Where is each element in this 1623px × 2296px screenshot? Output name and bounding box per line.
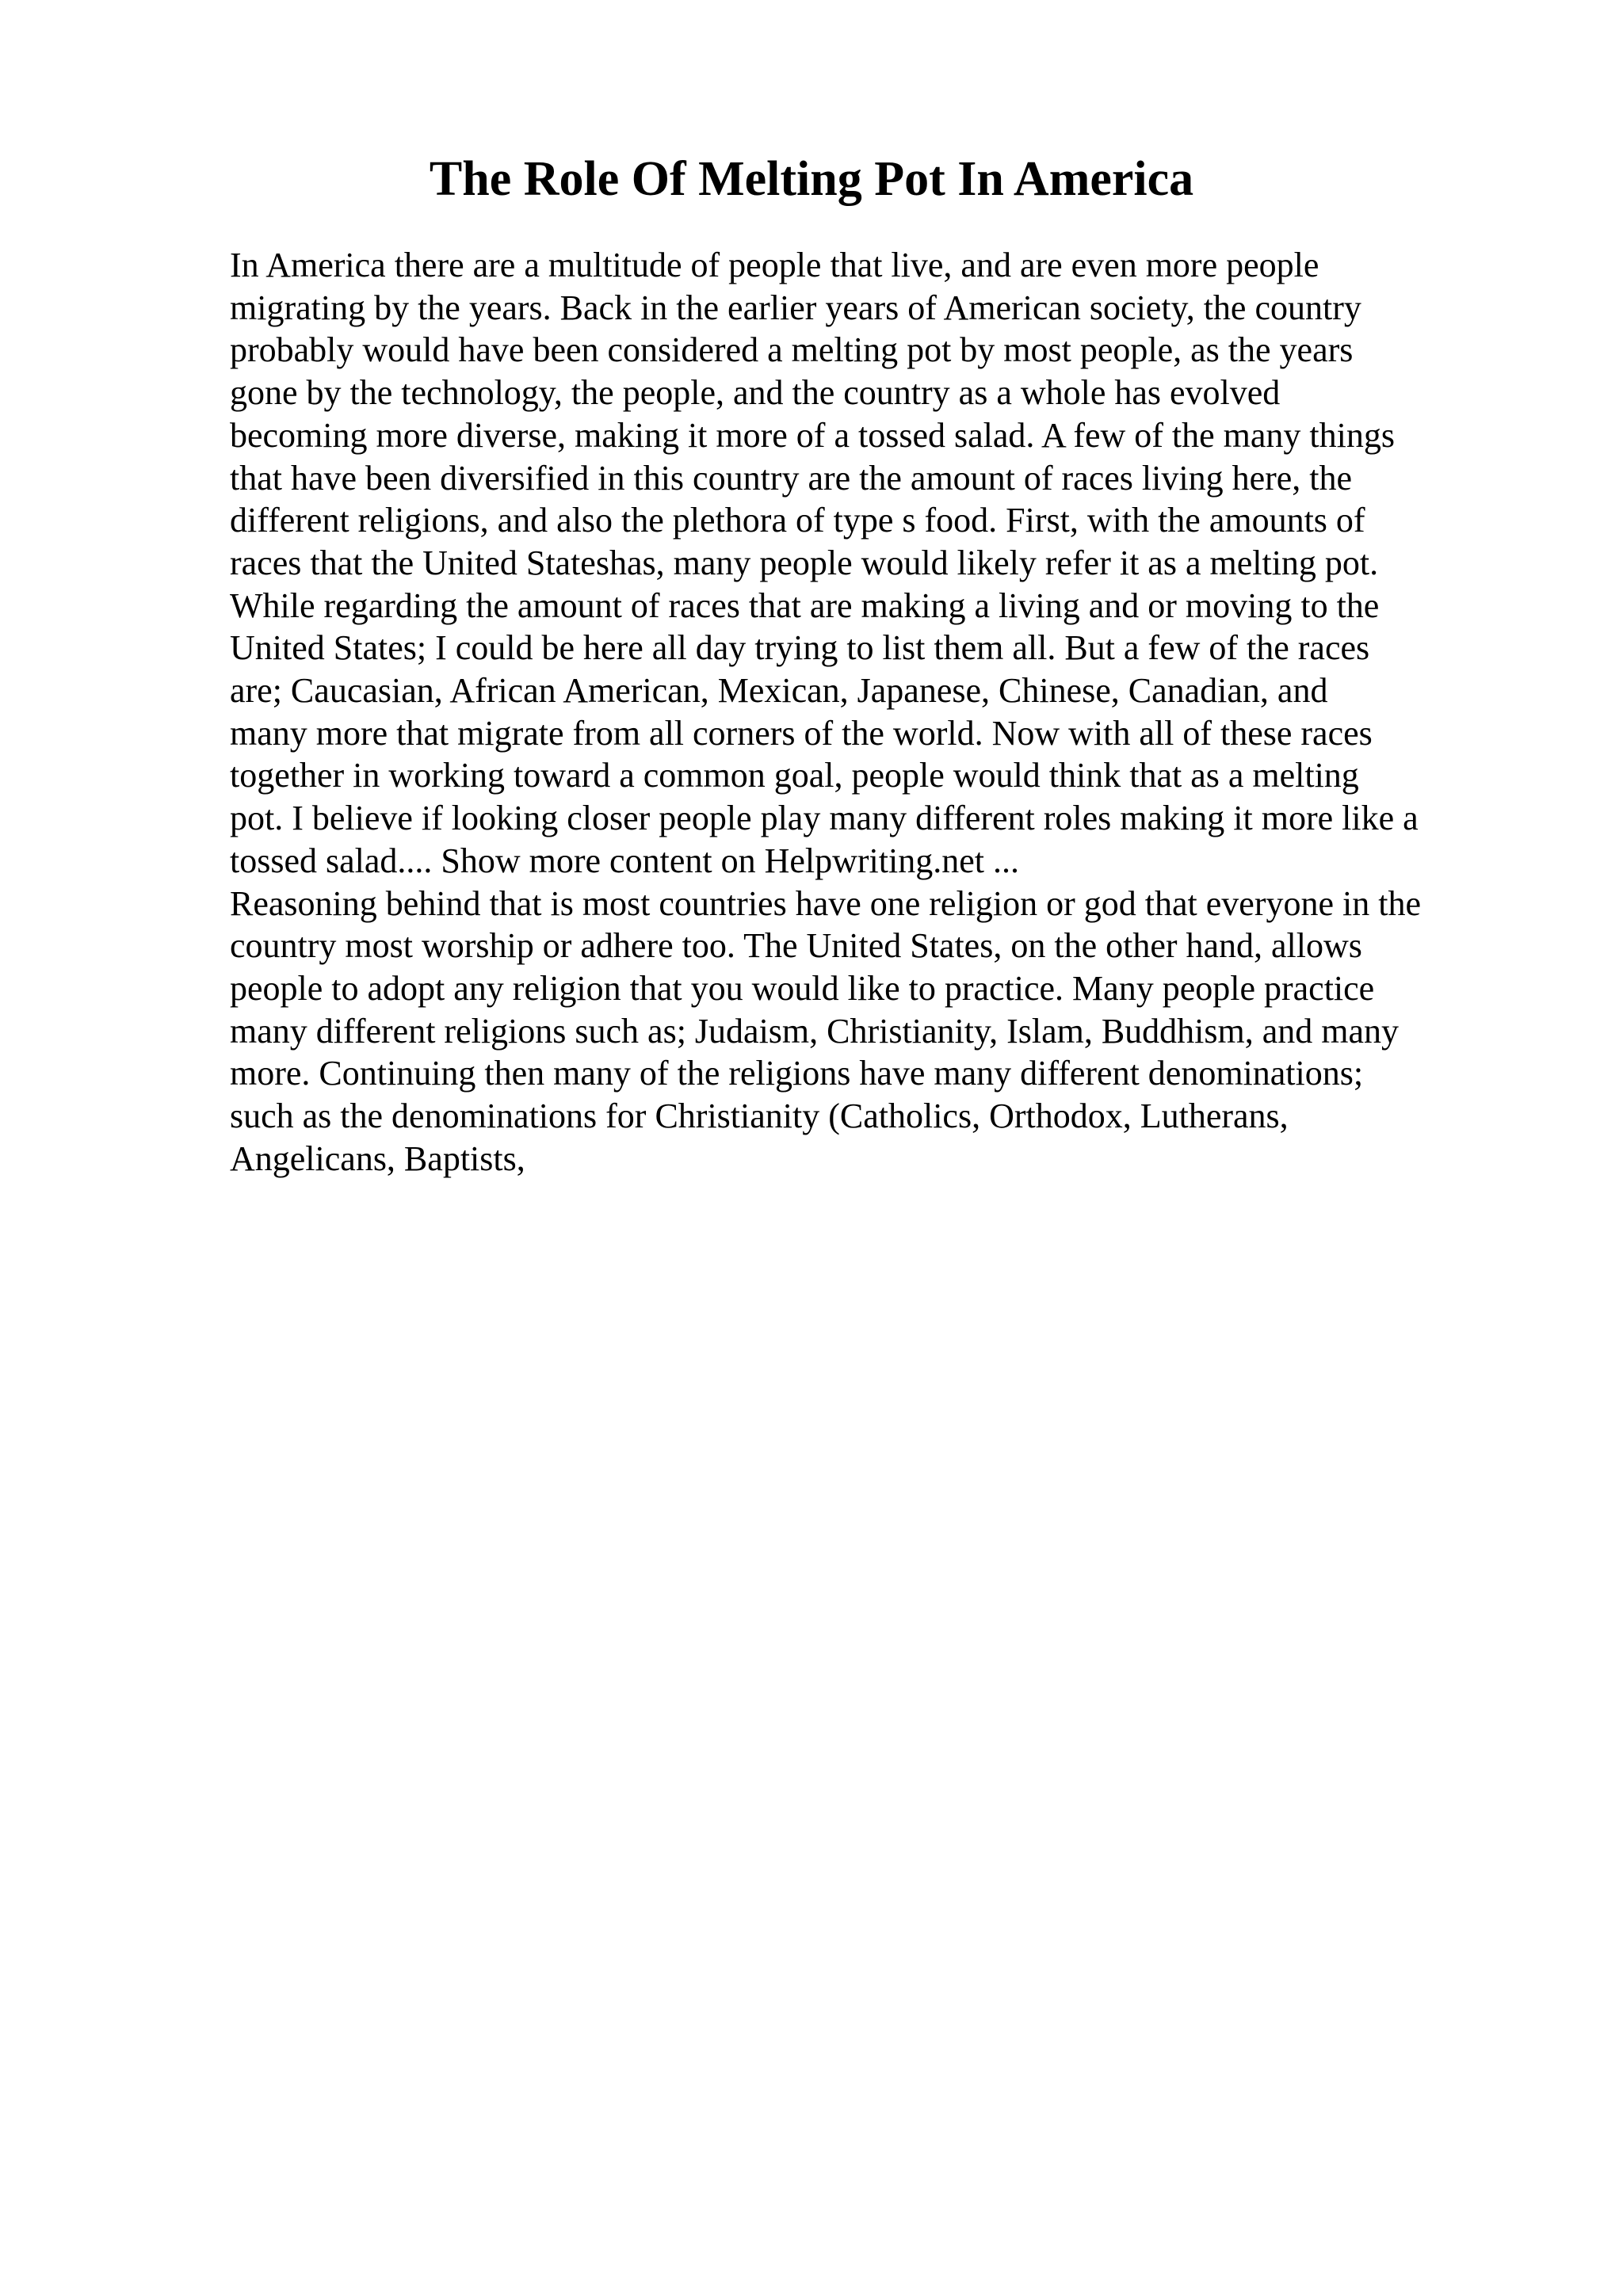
- body-line: country most worship or adhere too. The United States, on the other hand, allows: [230, 926, 1362, 966]
- document-title: The Role Of Melting Pot In America: [429, 152, 1194, 206]
- body-line: probably would have been considered a melting pot by most people, as the years: [230, 330, 1354, 370]
- body-line: migrating by the years. Back in the earlier years of American society, the country: [230, 288, 1361, 327]
- body-line: United States; I could be here all day trying to list them all. But a few of the races: [230, 628, 1370, 668]
- document-body: [230, 244, 1498, 1180]
- body-line: many different religions such as; Judaism, Christianity, Islam, Buddhism, and many: [230, 1011, 1400, 1051]
- body-line: gone by the technology, the people, and the country as a whole has evolved: [230, 373, 1281, 413]
- body-line: While regarding the amount of races that are making a living and or moving to the: [230, 585, 1380, 625]
- body-line: Reasoning behind that is most countries have one religion or god that everyone in the: [230, 883, 1421, 923]
- body-line: such as the denominations for Christianity (Catholics, Orthodox, Lutherans,: [230, 1097, 1289, 1136]
- body-line: different religions, and also the plethora of type s food. First, with the amounts of: [230, 501, 1365, 540]
- body-line: Angelicans, Baptists,: [230, 1138, 525, 1178]
- body-line: In America there are a multitude of people that live, and are even more people: [230, 246, 1319, 284]
- body-line: are; Caucasian, African American, Mexican, Japanese, Chinese, Canadian, and: [230, 671, 1328, 711]
- body-line: becoming more diverse, making it more of a tossed salad. A few of the many things: [230, 415, 1396, 455]
- body-line: more. Continuing then many of the religions have many different denominations;: [230, 1054, 1364, 1093]
- body-line: tossed salad.... Show more content on Helpwriting.net ...: [230, 841, 1019, 880]
- body-line: that have been diversified in this country are the amount of races living here, the: [230, 458, 1353, 498]
- body-line: pot. I believe if looking closer people play many different roles making it more like a: [230, 799, 1419, 838]
- body-line: races that the United Stateshas, many people would likely refer it as a melting pot.: [230, 543, 1379, 582]
- body-line: together in working toward a common goal, people would think that as a melting: [230, 756, 1359, 795]
- body-line: people to adopt any religion that you would like to practice. Many people practice: [230, 968, 1375, 1008]
- body-line: many more that migrate from all corners of the world. Now with all of these races: [230, 713, 1373, 753]
